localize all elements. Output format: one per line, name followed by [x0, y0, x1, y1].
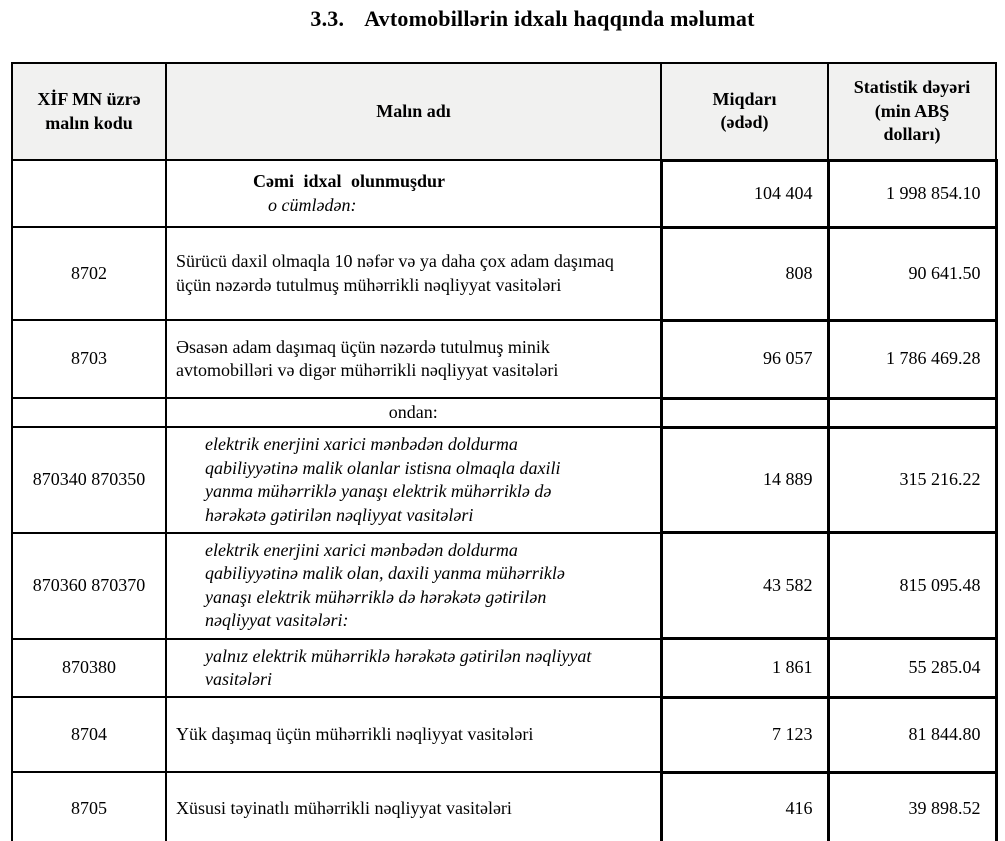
value-cell: 39 898.52 [828, 772, 996, 841]
imports-table [11, 62, 998, 841]
value-cell: 81 844.80 [828, 697, 996, 772]
header-line: malın kodu [45, 112, 133, 133]
code-cell: 8705 [12, 772, 166, 841]
table-row [12, 320, 996, 398]
table-row [12, 772, 996, 841]
code-cell: 870360 870370 [12, 533, 166, 639]
header-line: Statistik dəyəri [853, 77, 971, 98]
header-line: Malın adı [376, 100, 451, 121]
name-cell: ondan: [166, 398, 661, 427]
header-cell-qty [661, 63, 828, 160]
table-row [12, 160, 996, 227]
table-body [12, 160, 996, 841]
value-cell: 1 998 854.10 [828, 160, 996, 227]
name-cell: elektrik enerjini xarici mənbədən doldurma qabiliyyətinə malik olan, daxili yanma mühərriklə yanaşı elektrik mühərriklə də hərəkətə gətirilən nəqliyyat vasitələri: [166, 533, 661, 639]
quantity-cell [661, 398, 828, 427]
name-cell: Xüsusi təyinatlı mühərrikli nəqliyyat vasitələri [166, 772, 661, 841]
value-cell: 1 786 469.28 [828, 320, 996, 398]
value-cell: 815 095.48 [828, 533, 996, 639]
table-row [12, 227, 996, 320]
header-line: Miqdarı [712, 88, 777, 109]
table-row [12, 533, 996, 639]
header-row [12, 63, 996, 160]
code-cell: 8704 [12, 697, 166, 772]
header-cell-name [166, 63, 661, 160]
code-cell: 870340 870350 [12, 427, 166, 533]
value-cell [828, 398, 996, 427]
title-text: Avtomobillərin idxalı haqqında məlumat [364, 6, 755, 31]
total-sublabel: o cümlədən: [268, 194, 357, 215]
table-row [12, 398, 996, 427]
header-line: (ədəd) [720, 112, 769, 133]
name-cell: Əsasən adam daşımaq üçün nəzərdə tutulmuş minik avtomobilləri və digər mühərrikli nəqliyyat vasitələri [166, 320, 661, 398]
section-number: 3.3. [310, 6, 345, 31]
quantity-cell: 7 123 [661, 697, 828, 772]
code-cell [12, 398, 166, 427]
header-line: (min ABŞ [874, 100, 950, 121]
header-cell-code [12, 63, 166, 160]
quantity-cell: 104 404 [661, 160, 828, 227]
table-row [12, 697, 996, 772]
name-cell: elektrik enerjini xarici mənbədən doldurma qabiliyyətinə malik olanlar istisna olmaqla daxili yanma mühərriklə yanaşı elektrik mühərriklə də hərəkətə gətirilən nəqliyyat vasitələri [166, 427, 661, 533]
quantity-cell: 43 582 [661, 533, 828, 639]
quantity-cell: 14 889 [661, 427, 828, 533]
code-cell: 870380 [12, 639, 166, 698]
name-cell: yalnız elektrik mühərriklə hərəkətə gətirilən nəqliyyat vasitələri [166, 639, 661, 698]
code-cell: 8703 [12, 320, 166, 398]
name-cell: Sürücü daxil olmaqla 10 nəfər və ya daha çox adam daşımaq üçün nəzərdə tutulmuş mühərrikli nəqliyyat vasitələri [166, 227, 661, 320]
header-line: dolları) [883, 123, 941, 144]
quantity-cell: 96 057 [661, 320, 828, 398]
header-cell-value [828, 63, 996, 160]
code-cell [12, 160, 166, 227]
name-cell: Yük daşımaq üçün mühərrikli nəqliyyat vasitələri [166, 697, 661, 772]
table-row [12, 427, 996, 533]
table-row [12, 639, 996, 698]
value-cell: 315 216.22 [828, 427, 996, 533]
header-line: XİF MN üzrə [37, 89, 141, 110]
name-cell [166, 160, 661, 227]
code-cell: 8702 [12, 227, 166, 320]
page-title [60, 6, 1005, 32]
value-cell: 55 285.04 [828, 639, 996, 698]
value-cell: 90 641.50 [828, 227, 996, 320]
quantity-cell: 1 861 [661, 639, 828, 698]
total-label: Cəmi idxal olunmuşdur [253, 171, 446, 192]
quantity-cell: 416 [661, 772, 828, 841]
quantity-cell: 808 [661, 227, 828, 320]
table-header [12, 63, 996, 160]
